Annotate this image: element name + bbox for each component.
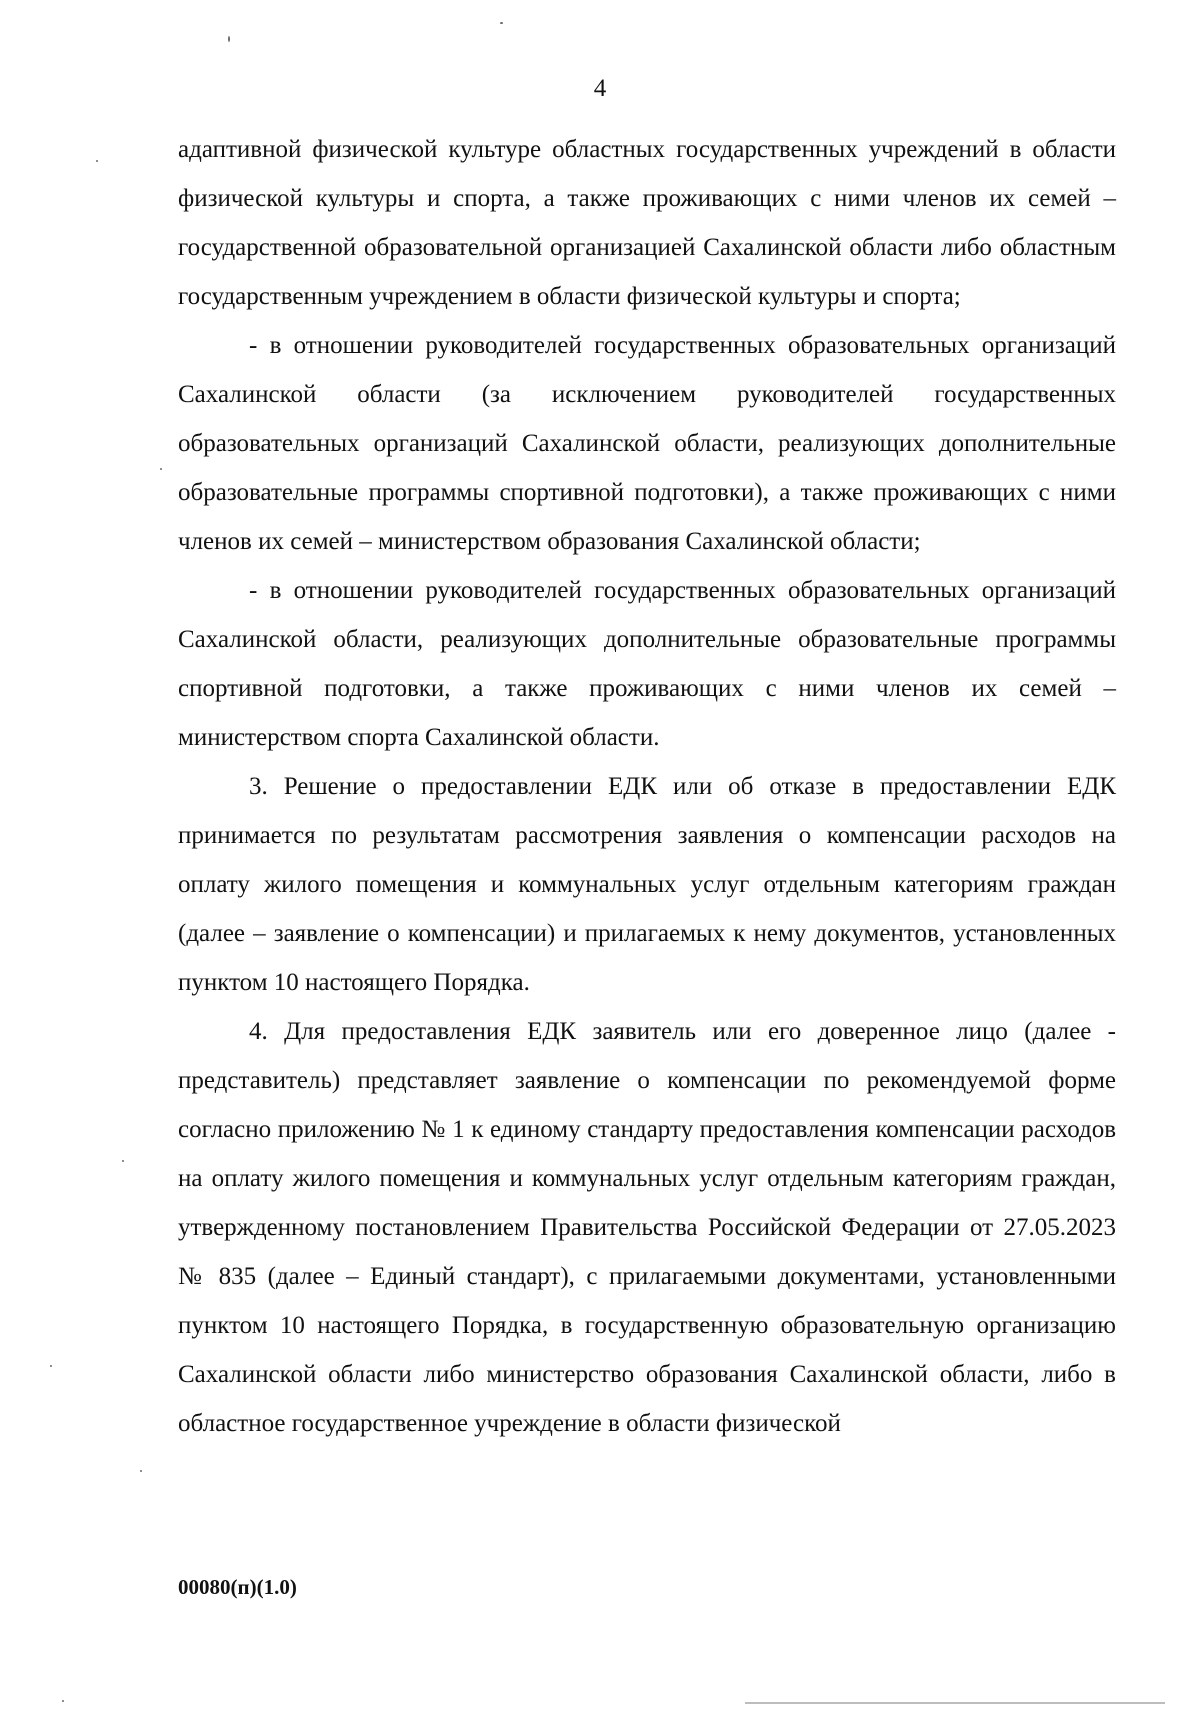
scan-speck (122, 1160, 124, 1162)
page-number: 4 (593, 75, 607, 102)
scan-edge-line (745, 1702, 1165, 1704)
paragraph-continuation: адаптивной физической культуре областных государственных учреждений в области физической культуры и спорта, а также проживающих с ними членов их семей – государственной образовательной организацией Сахалинской области либо областным государственным учреждением в области физической культуры и спорта; (178, 136, 1116, 310)
scan-speck (228, 36, 230, 42)
scan-speck (62, 1700, 64, 1702)
document-code: 00080(п)(1.0) (178, 1575, 297, 1599)
paragraph-sport-ministry: - в отношении руководителей государственных образовательных организаций Сахалинской области, реализующих дополнительные образовательные программы спортивной подготовки, а также проживающих с ними членов их семей – министерством спорта Сахалинской области. (178, 577, 1116, 751)
paragraph-item-4: 4. Для предоставления ЕДК заявитель или его доверенное лицо (далее - представитель) представляет заявление о компенсации по рекомендуемой форме согласно приложению № 1 к единому стандарту предоставления компенсации расходов на оплату жилого помещения и коммунальных услуг отдельным категориям граждан, утвержденному постановлением Правительства Российской Федерации от 27.05.2023 № 835 (далее – Единый стандарт), с прилагаемыми документами, установленными пунктом 10 настоящего Порядка, в государственную образовательную организацию Сахалинской области либо министерство образования Сахалинской области, либо в областное государственное учреждение в области физической (178, 1018, 1116, 1437)
scan-speck (140, 1470, 142, 1472)
document-body (178, 125, 1116, 1448)
paragraph-item-3: 3. Решение о предоставлении ЕДК или об отказе в предоставлении ЕДК принимается по результатам рассмотрения заявления о компенсации расходов на оплату жилого помещения и коммунальных услуг отдельным категориям граждан (далее – заявление о компенсации) и прилагаемых к нему документов, установленных пунктом 10 настоящего Порядка. (178, 773, 1116, 996)
scan-speck (50, 1365, 52, 1367)
paragraph-education-ministry: - в отношении руководителей государственных образовательных организаций Сахалинской области (за исключением руководителей государственных образовательных организаций Сахалинской области, реализующих дополнительные образовательные программы спортивной подготовки), а также проживающих с ними членов их семей – министерством образования Сахалинской области; (178, 332, 1116, 555)
scan-speck (500, 22, 503, 24)
scan-speck (160, 468, 162, 470)
scan-speck (96, 160, 98, 162)
